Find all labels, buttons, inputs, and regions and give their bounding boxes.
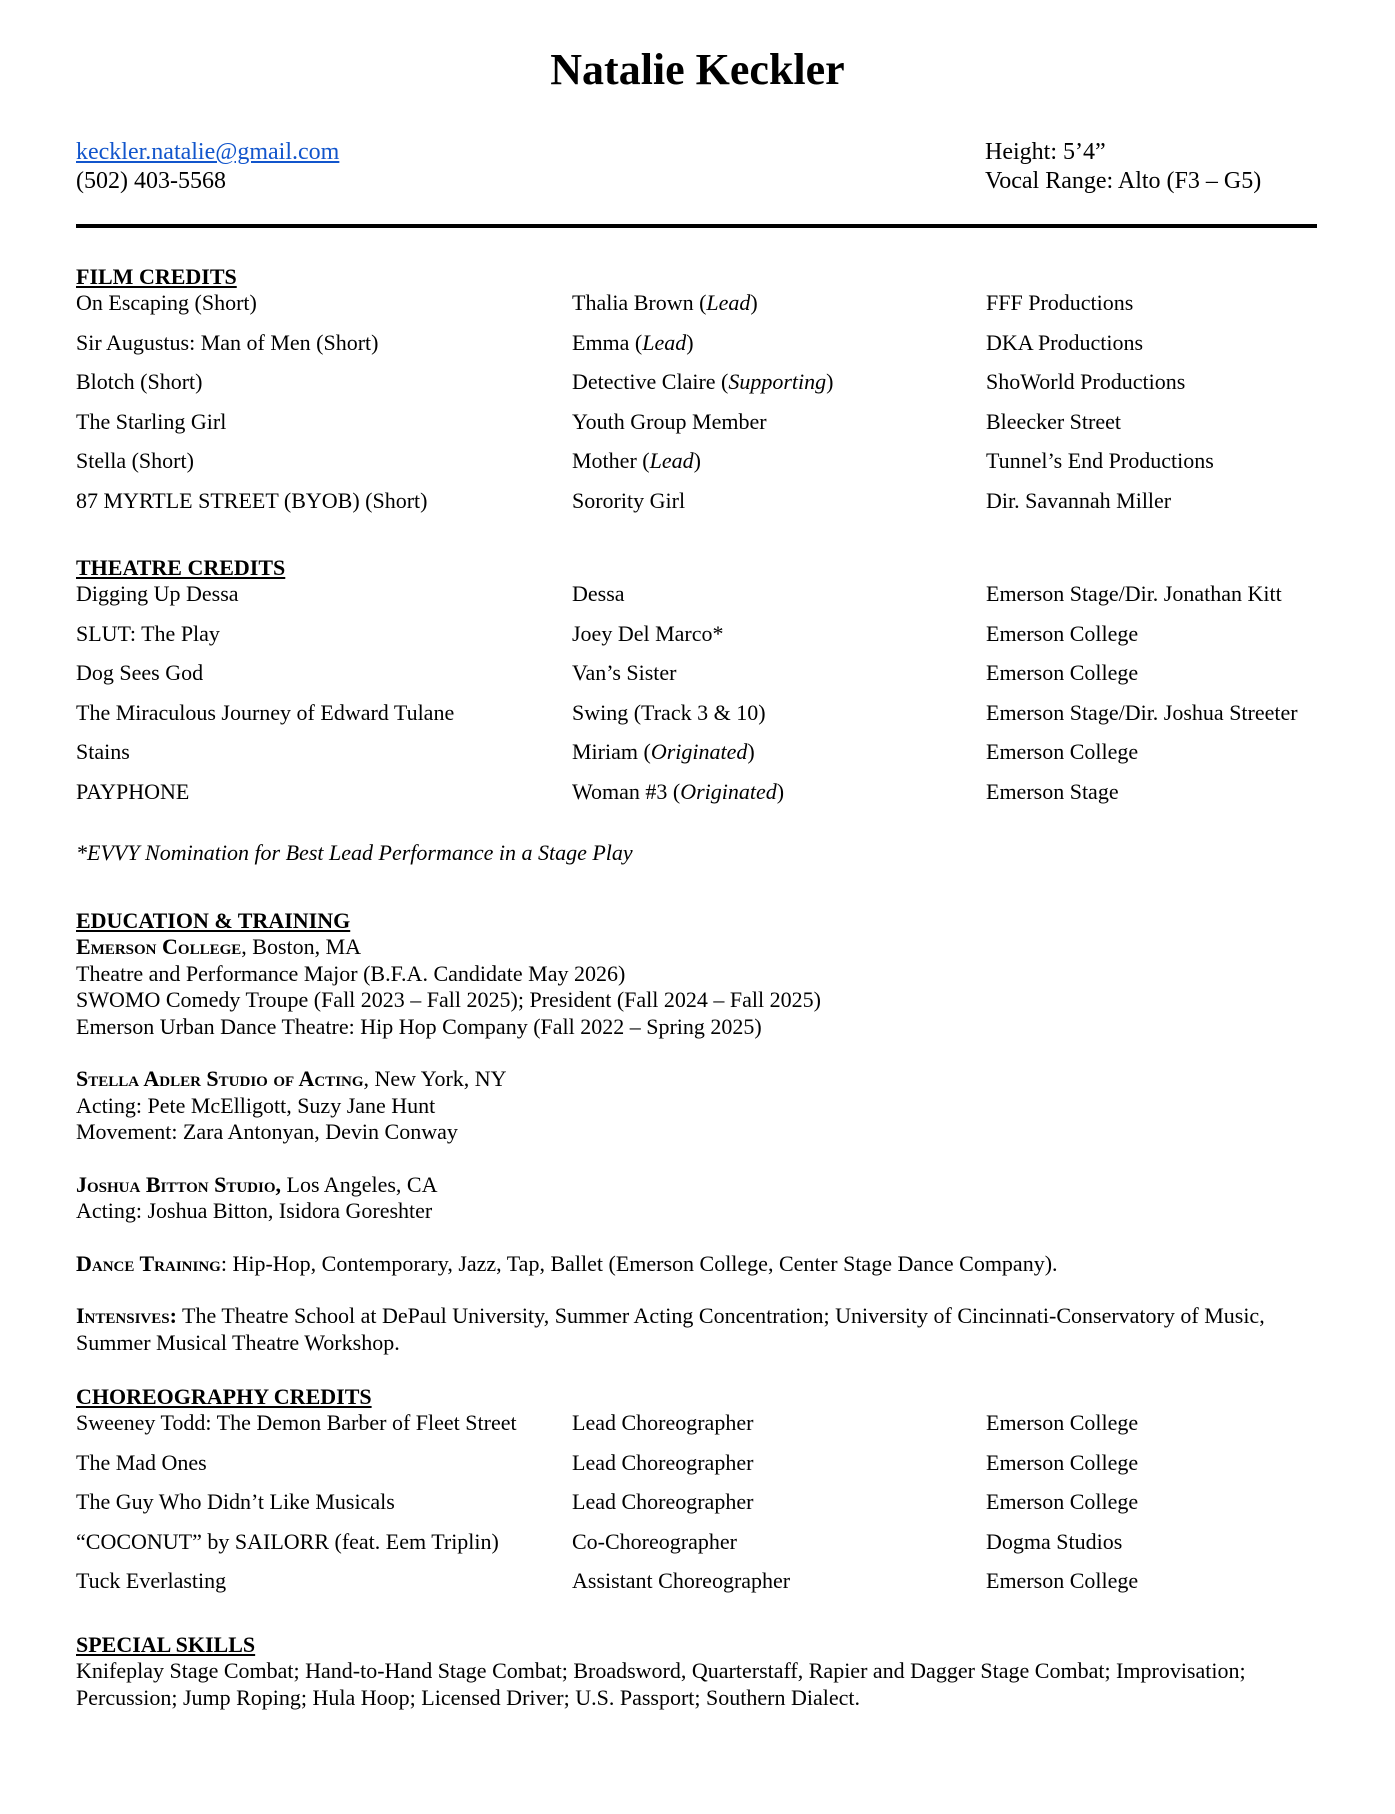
credit-role: Dessa bbox=[572, 581, 625, 606]
education-line: Emerson Urban Dance Theatre: Hip Hop Company (Fall 2022 – Spring 2025) bbox=[76, 1013, 762, 1039]
credit-company: Emerson Stage bbox=[986, 778, 1119, 804]
credit-role: Joey Del Marco* bbox=[572, 620, 724, 646]
choreography-credit-row bbox=[76, 1410, 1326, 1450]
credit-role: Lead Choreographer bbox=[572, 1449, 754, 1475]
special-skills-section bbox=[76, 1632, 1326, 1711]
film-credit-row bbox=[76, 369, 1326, 409]
credit-role: Mother (Lead) bbox=[572, 448, 701, 474]
education-line: Movement: Zara Antonyan, Devin Conway bbox=[76, 1119, 458, 1144]
film-credit-row bbox=[76, 448, 1326, 488]
credit-role: Emma (Lead) bbox=[572, 329, 694, 355]
credit-title: Sir Augustus: Man of Men (Short) bbox=[76, 329, 379, 355]
credit-company: Emerson College bbox=[986, 1410, 1139, 1435]
education-line: Acting: Pete McElligott, Suzy Jane Hunt bbox=[76, 1092, 436, 1118]
stella-adler-line: Stella Adler Studio of Acting, New York, NY bbox=[76, 1066, 507, 1091]
joshua-bitton-line: Joshua Bitton Studio, Los Angeles, CA bbox=[76, 1171, 438, 1197]
education-line: Acting: Joshua Bitton, Isidora Goreshter bbox=[76, 1198, 433, 1223]
credit-role: Thalia Brown (Lead) bbox=[572, 290, 758, 315]
credit-title: The Mad Ones bbox=[76, 1449, 207, 1475]
credit-title: 87 MYRTLE STREET (BYOB) (Short) bbox=[76, 487, 428, 513]
school-name: Emerson College bbox=[76, 934, 242, 959]
resume-name: Natalie Keckler bbox=[550, 45, 845, 94]
choreography-credits-heading: CHOREOGRAPHY CREDITS bbox=[76, 1384, 372, 1409]
credit-company: FFF Productions bbox=[986, 290, 1134, 315]
credit-title: Digging Up Dessa bbox=[76, 581, 239, 606]
intensives-line: Intensives: The Theatre School at DePaul University, Summer Acting Concentration; University of Cincinnati-Conservatory of Music, Summer Musical Theatre Workshop. bbox=[76, 1303, 1265, 1355]
credit-role: Swing (Track 3 & 10) bbox=[572, 699, 766, 725]
credit-role: Woman #3 (Originated) bbox=[572, 778, 785, 804]
credit-company: Emerson Stage/Dir. Jonathan Kitt bbox=[986, 581, 1282, 606]
theatre-credits-section bbox=[76, 555, 1326, 819]
credit-title: Sweeney Todd: The Demon Barber of Fleet Street bbox=[76, 1410, 517, 1435]
credit-company: Emerson College bbox=[986, 1489, 1139, 1515]
credit-company: DKA Productions bbox=[986, 329, 1144, 355]
credit-role: Sorority Girl bbox=[572, 487, 686, 513]
credit-title: “COCONUT” by SAILORR (feat. Eem Triplin) bbox=[76, 1528, 499, 1554]
film-credit-row bbox=[76, 488, 1326, 528]
choreography-credits-list bbox=[76, 1410, 1326, 1608]
credit-company: Emerson College bbox=[986, 739, 1139, 765]
film-credit-row bbox=[76, 330, 1326, 370]
credit-role: Youth Group Member bbox=[572, 408, 767, 434]
choreography-credit-row bbox=[76, 1568, 1326, 1608]
credit-role: Detective Claire (Supporting) bbox=[572, 369, 834, 395]
credit-company: Emerson College bbox=[986, 660, 1139, 686]
film-credit-row bbox=[76, 290, 1326, 330]
emerson-college-line: Emerson College, Boston, MA bbox=[76, 934, 362, 959]
dance-training-line: Dance Training: Hip-Hop, Contemporary, Jazz, Tap, Ballet (Emerson College, Center Stage Dance Company). bbox=[76, 1250, 1058, 1276]
credit-company: Emerson Stage/Dir. Joshua Streeter bbox=[986, 699, 1298, 725]
credit-company: Bleecker Street bbox=[986, 408, 1121, 434]
film-credits-list bbox=[76, 290, 1326, 528]
theatre-credits-list bbox=[76, 581, 1326, 819]
contact-right bbox=[985, 138, 1261, 196]
credit-company: Emerson College bbox=[986, 1568, 1139, 1594]
education-section bbox=[76, 908, 1326, 1356]
credit-title: Dog Sees God bbox=[76, 660, 204, 686]
education-heading: EDUCATION & TRAINING bbox=[76, 908, 351, 933]
school-name: Joshua Bitton Studio, bbox=[76, 1171, 282, 1197]
phone-number: (502) 403-5568 bbox=[76, 168, 226, 194]
theatre-credit-row bbox=[76, 700, 1326, 740]
credit-title: SLUT: The Play bbox=[76, 620, 220, 646]
credit-role: Lead Choreographer bbox=[572, 1489, 754, 1515]
email-link[interactable]: keckler.natalie@gmail.com bbox=[76, 139, 340, 165]
credit-company: Dogma Studios bbox=[986, 1528, 1123, 1554]
theatre-credit-row bbox=[76, 739, 1326, 779]
credit-title: Tuck Everlasting bbox=[76, 1568, 227, 1594]
header-divider bbox=[76, 224, 1317, 228]
credit-company: Tunnel’s End Productions bbox=[986, 448, 1214, 474]
height: Height: 5’4” bbox=[985, 139, 1106, 165]
education-line: Theatre and Performance Major (B.F.A. Candidate May 2026) bbox=[76, 960, 626, 986]
film-credits-section bbox=[76, 264, 1326, 528]
credit-company: Emerson College bbox=[986, 620, 1139, 646]
theatre-credits-heading: THEATRE CREDITS bbox=[76, 555, 286, 580]
credit-role: Miriam (Originated) bbox=[572, 739, 755, 765]
contact-left bbox=[76, 138, 339, 196]
special-skills-text: Knifeplay Stage Combat; Hand-to-Hand Stage Combat; Broadsword, Quarterstaff, Rapier and Dagger Stage Combat; Improvisation; Percussion; Jump Roping; Hula Hoop; Licensed Driver; U.S. Passport; Southern Dialect. bbox=[76, 1658, 1246, 1710]
education-line: SWOMO Comedy Troupe (Fall 2023 – Fall 2025); President (Fall 2024 – Fall 2025) bbox=[76, 987, 821, 1012]
choreography-credits-section bbox=[76, 1384, 1326, 1608]
school-name: Stella Adler Studio of Acting bbox=[76, 1066, 364, 1091]
evvy-nomination-note: *EVVY Nomination for Best Lead Performance in a Stage Play bbox=[76, 840, 633, 865]
special-skills-heading: SPECIAL SKILLS bbox=[76, 1632, 256, 1657]
credit-title: The Miraculous Journey of Edward Tulane bbox=[76, 699, 455, 725]
vocal-range: Vocal Range: Alto (F3 – G5) bbox=[985, 168, 1262, 194]
credit-title: On Escaping (Short) bbox=[76, 290, 257, 315]
credit-company: ShoWorld Productions bbox=[986, 369, 1186, 395]
choreography-credit-row bbox=[76, 1529, 1326, 1569]
credit-title: Stella (Short) bbox=[76, 448, 194, 474]
theatre-credit-row bbox=[76, 779, 1326, 819]
film-credit-row bbox=[76, 409, 1326, 449]
credit-company: Emerson College bbox=[986, 1449, 1139, 1475]
credit-role: Co-Choreographer bbox=[572, 1528, 737, 1554]
credit-role: Assistant Choreographer bbox=[572, 1568, 791, 1594]
credit-role: Van’s Sister bbox=[572, 660, 677, 686]
theatre-credit-row bbox=[76, 581, 1326, 621]
theatre-credit-row bbox=[76, 660, 1326, 700]
credit-title: PAYPHONE bbox=[76, 778, 190, 804]
choreography-credit-row bbox=[76, 1450, 1326, 1490]
credit-role: Lead Choreographer bbox=[572, 1410, 754, 1435]
credit-title: The Guy Who Didn’t Like Musicals bbox=[76, 1489, 395, 1515]
credit-company: Dir. Savannah Miller bbox=[986, 487, 1172, 513]
credit-title: The Starling Girl bbox=[76, 408, 227, 434]
credit-title: Blotch (Short) bbox=[76, 369, 203, 395]
theatre-credit-row bbox=[76, 621, 1326, 661]
choreography-credit-row bbox=[76, 1489, 1326, 1529]
film-credits-heading: FILM CREDITS bbox=[76, 264, 237, 289]
credit-title: Stains bbox=[76, 739, 130, 765]
